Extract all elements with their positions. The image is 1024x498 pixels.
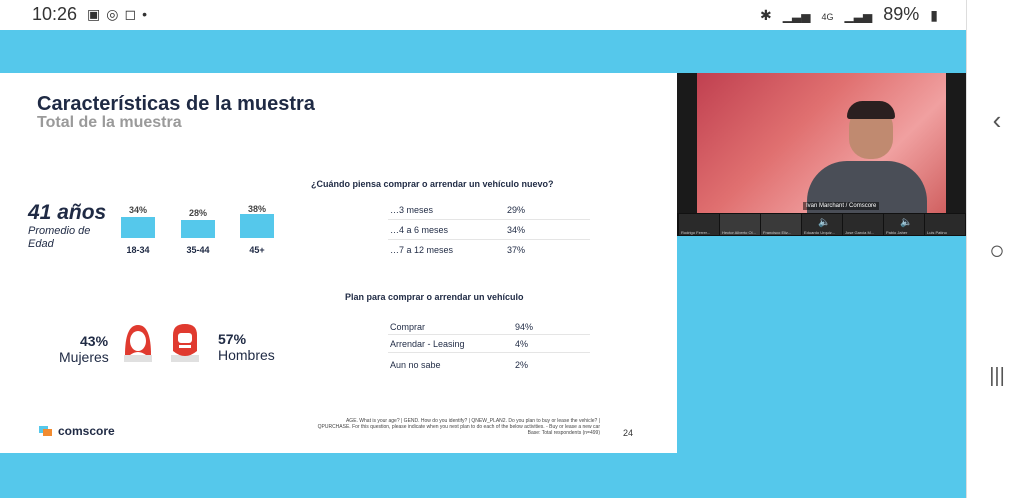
notification-icons bbox=[87, 6, 153, 23]
network-label: 4G bbox=[821, 12, 834, 22]
speaker-video[interactable] bbox=[697, 73, 946, 213]
video-call-panel[interactable] bbox=[677, 73, 966, 236]
page-number: 24 bbox=[623, 428, 634, 438]
speaker-icon: 🔈 bbox=[900, 217, 913, 228]
participant-thumbnails bbox=[677, 213, 966, 236]
q2-row-label: Arrendar - Leasing bbox=[390, 339, 465, 349]
slide-title: Características de la muestra bbox=[37, 93, 315, 115]
instagram-icon: ◻ bbox=[124, 6, 143, 22]
question1-title: ¿Cuándo piensa comprar o arrendar un vehículo nuevo? bbox=[311, 179, 554, 189]
home-icon[interactable]: ○ bbox=[989, 235, 1005, 265]
participant-thumbnail[interactable] bbox=[802, 214, 842, 235]
q1-row-label: …7 a 12 meses bbox=[390, 245, 454, 255]
recent-apps-icon[interactable]: ||| bbox=[989, 365, 1005, 387]
age-bar bbox=[240, 214, 274, 238]
image-icon: ▣ bbox=[87, 6, 107, 22]
comscore-logo bbox=[40, 424, 115, 438]
q1-row-label: …4 a 6 meses bbox=[390, 225, 449, 235]
row-divider bbox=[388, 219, 590, 220]
q1-row-value: 29% bbox=[507, 205, 526, 215]
female-icon bbox=[121, 321, 155, 363]
battery-icon: ▮ bbox=[930, 7, 938, 23]
footnote-line: QPURCHASE. For this question, please indicate when you next plan to do each of the below activities. - Buy or lease a new car bbox=[317, 424, 600, 430]
row-divider bbox=[388, 352, 590, 353]
bar-value-label: 34% bbox=[128, 205, 147, 215]
participant-thumbnail[interactable] bbox=[843, 214, 883, 235]
age-bar bbox=[181, 220, 215, 238]
whatsapp-icon: ◎ bbox=[106, 6, 125, 22]
battery-percent: 89% bbox=[883, 4, 920, 24]
participant-name: Eduardo Urquiz... bbox=[804, 230, 836, 235]
logo-text: comscore bbox=[58, 424, 115, 438]
q1-row-value: 37% bbox=[507, 245, 526, 255]
navigation-bar bbox=[966, 0, 1024, 498]
top-band bbox=[0, 30, 966, 73]
participant-name: Rodrigo Ferrer... bbox=[681, 230, 711, 235]
row-divider bbox=[388, 239, 590, 240]
q2-row-label: Aun no sabe bbox=[390, 360, 441, 370]
bottom-band bbox=[0, 453, 966, 498]
bluetooth-icon: ✱ bbox=[760, 7, 772, 23]
q2-row-value: 2% bbox=[515, 360, 529, 370]
q2-row-value: 4% bbox=[515, 339, 529, 349]
age-bar bbox=[121, 217, 155, 238]
bar-category-label: 35-44 bbox=[186, 245, 210, 255]
average-age-label: Promedio de Edad bbox=[28, 225, 91, 250]
speaker-hair bbox=[847, 101, 895, 119]
speaker-icon: 🔈 bbox=[818, 217, 831, 228]
speaker-name-tag: Ivan Marchant / Comscore bbox=[803, 202, 879, 210]
status-time: 10:26 bbox=[32, 4, 78, 24]
q1-row-label: …3 meses bbox=[390, 205, 434, 215]
female-label: Mujeres bbox=[59, 349, 109, 365]
back-icon[interactable]: ‹ bbox=[992, 105, 1002, 135]
presentation-slide bbox=[0, 73, 677, 453]
q2-row-value: 94% bbox=[515, 322, 534, 332]
participant-thumbnail[interactable] bbox=[679, 214, 719, 235]
signal-icon-2: ▁▃▅ bbox=[844, 9, 873, 23]
average-age: 41 años bbox=[28, 201, 107, 224]
slide-subtitle: Total de la muestra bbox=[37, 114, 182, 131]
participant-name: Jose Garcia M... bbox=[845, 230, 875, 235]
participant-thumbnail[interactable] bbox=[884, 214, 924, 235]
status-bar bbox=[0, 0, 966, 30]
bar-category-label: 18-34 bbox=[126, 245, 150, 255]
bar-value-label: 28% bbox=[188, 208, 207, 218]
participant-name: Hector Alberto Ol... bbox=[722, 230, 756, 235]
status-right bbox=[754, 4, 938, 25]
q2-row-label: Comprar bbox=[390, 322, 426, 332]
male-icon bbox=[168, 321, 202, 363]
row-divider bbox=[388, 334, 590, 335]
participant-thumbnail[interactable] bbox=[925, 214, 965, 235]
footnote-line: AGE. What is your age? | GEND. How do you identify? | QNEW_PLAN2. Do you plan to buy or lease the vehicle? | bbox=[345, 418, 600, 424]
comscore-logo-icon bbox=[39, 426, 53, 436]
dot-icon: • bbox=[142, 6, 153, 22]
slide-footnote bbox=[270, 418, 600, 436]
female-percent: 43% bbox=[80, 333, 109, 349]
participant-name: Francisco Eliz... bbox=[763, 230, 792, 235]
participant-name: Pablo Jaher bbox=[886, 230, 908, 235]
male-label: Hombres bbox=[218, 347, 275, 363]
question2-title: Plan para comprar o arrendar un vehículo bbox=[345, 292, 524, 302]
q1-row-value: 34% bbox=[507, 225, 526, 235]
signal-icon: ▁▃▅ bbox=[782, 9, 811, 23]
participant-name: Luis Patino bbox=[927, 230, 947, 235]
male-percent: 57% bbox=[218, 331, 247, 347]
participant-thumbnail[interactable] bbox=[720, 214, 760, 235]
side-blue-area bbox=[677, 236, 966, 453]
footnote-line: Base: Total respondents (n=499) bbox=[527, 430, 600, 436]
bar-category-label: 45+ bbox=[249, 245, 265, 255]
participant-thumbnail[interactable] bbox=[761, 214, 801, 235]
bar-value-label: 38% bbox=[247, 204, 266, 214]
